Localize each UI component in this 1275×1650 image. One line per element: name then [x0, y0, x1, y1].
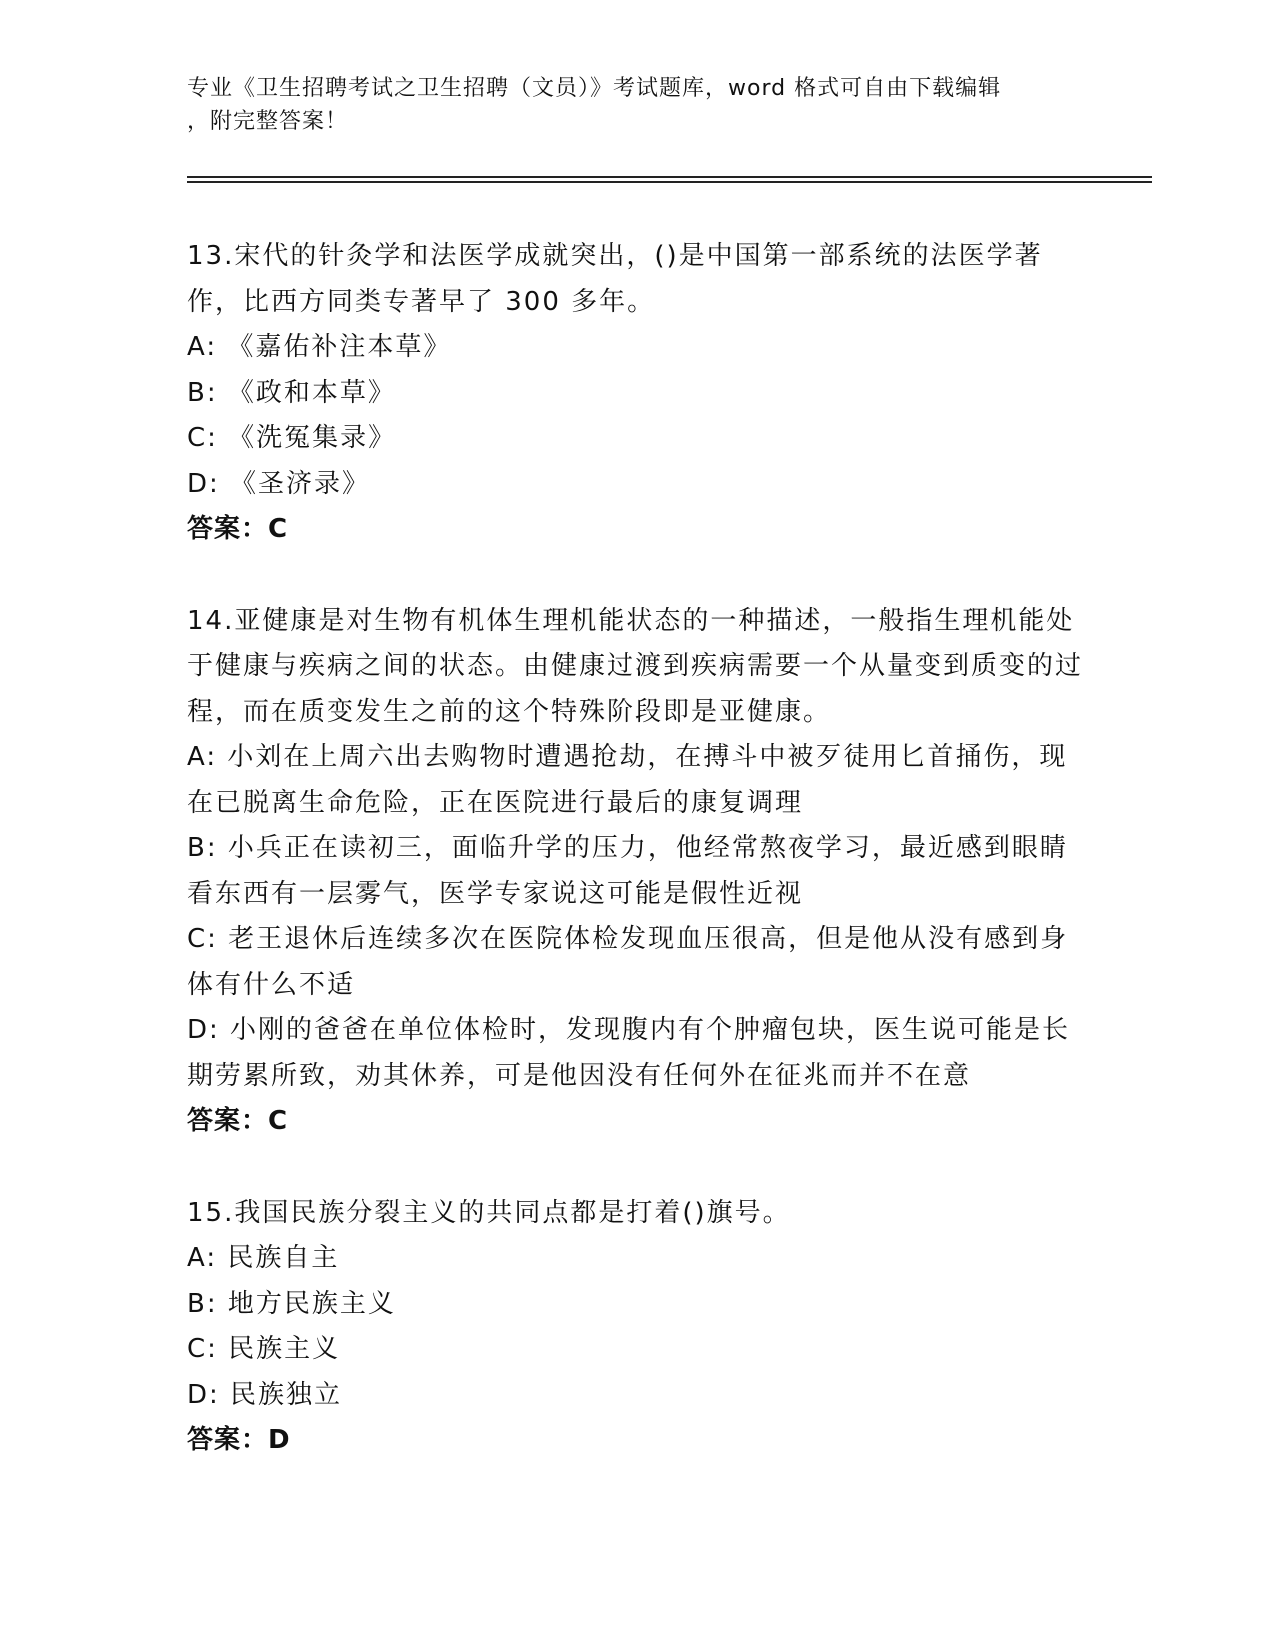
option-c: C: 《洗冤集录》	[187, 423, 397, 453]
answer: 答案：D	[187, 1425, 291, 1455]
question-stem: 13.宋代的针灸学和法医学成就突出，()是中国第一部系统的法医学著作，比西方同类专著早了 300 多年。	[187, 241, 1043, 317]
option-d: D: 《圣济录》	[187, 468, 371, 499]
document-header: 专业《卫生招聘考试之卫生招聘（文员）》考试题库，word 格式可自由下载编辑 ，附完整答案！	[187, 76, 1002, 134]
question-list	[187, 234, 1087, 1464]
question-stem: 14.亚健康是对生物有机体生理机能状态的一种描述，一般指生理机能处于健康与疾病之间的状态。由健康过渡到疾病需要一个从量变到质变的过程，而在质变发生之前的这个特殊阶段即是亚健康。	[187, 605, 1084, 727]
question-stem: 15.我国民族分裂主义的共同点都是打着()旗号。	[187, 1197, 791, 1228]
question-14	[187, 599, 1087, 1145]
option-a: A: 民族自主	[187, 1243, 340, 1273]
option-d: D: 民族独立	[187, 1379, 343, 1410]
option-b: B: 《政和本草》	[187, 377, 396, 408]
option-a: A: 小刘在上周六出去购物时遭遇抢劫，在搏斗中被歹徒用匕首捅伤，现在已脱离生命危险，正在医院进行最后的康复调理	[187, 742, 1068, 818]
option-b: B: 地方民族主义	[187, 1288, 396, 1319]
header-divider-bottom	[187, 181, 1152, 183]
option-a: A: 《嘉佑补注本草》	[187, 332, 452, 362]
answer: 答案：C	[187, 514, 289, 544]
option-c: C: 老王退休后连续多次在医院体检发现血压很高，但是他从没有感到身体有什么不适	[187, 924, 1069, 1000]
question-15	[187, 1191, 1087, 1464]
option-b: B: 小兵正在读初三，面临升学的压力，他经常熬夜学习，最近感到眼睛看东西有一层雾气，医学专家说这可能是假性近视	[187, 833, 1068, 909]
question-13	[187, 234, 1087, 553]
answer: 答案：C	[187, 1106, 289, 1136]
header-divider-top	[187, 176, 1152, 178]
option-d: D: 小刚的爸爸在单位体检时，发现腹内有个肿瘤包块，医生说可能是长期劳累所致，劝其休养，可是他因没有任何外在征兆而并不在意	[187, 1015, 1071, 1091]
option-c: C: 民族主义	[187, 1334, 341, 1364]
